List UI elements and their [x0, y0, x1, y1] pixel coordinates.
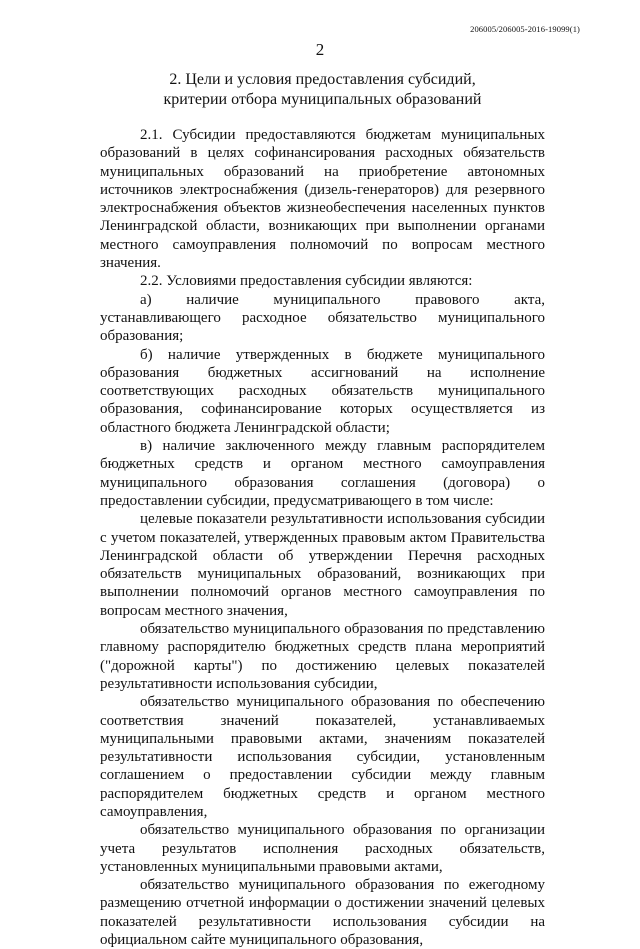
paragraph-obligation-reporting: обязательство муниципального образования по ежегодному размещению отчетной информации о достижении значений целевых показателей результативности использования субсидии на официальном сайте муниципального образования, [100, 877, 545, 949]
paragraph-obligation-roadmap: обязательство муниципального образования по представлению главному распорядителю бюджетных средств плана мероприятий ("дорожной карты") по достижению целевых показателей результативности использования субсидии, [100, 621, 545, 692]
section-title-line-1: 2. Цели и условия предоставления субсидий, [169, 71, 476, 88]
document-id: 206005/206005-2016-19099(1) [470, 24, 580, 34]
section-heading [100, 70, 545, 110]
paragraph-condition-b: б) наличие утвержденных в бюджете муниципального образования бюджетных ассигнований на исполнение соответствующих расходных обязательств муниципального образования, софинансирование которых осуществляется из областного бюджета Ленинградской области; [100, 346, 545, 436]
document-body [100, 126, 545, 949]
paragraph-2-2: 2.2. Условиями предоставления субсидии являются: [140, 273, 473, 290]
section-title-line-2: критерии отбора муниципальных образований [163, 91, 482, 108]
paragraph-2-1: 2.1. Субсидии предоставляются бюджетам муниципальных образований в целях софинансирования расходных обязательств муниципальных образований на приобретение автономных источников электроснабжения (дизель-генераторов) для резервного электроснабжения объектов жизнеобеспечения населенных пунктов Ленинградской области, возникающих при выполнении органами местного самоуправления полномочий по вопросам местного значения. [100, 127, 545, 272]
page-number: 2 [315, 40, 325, 59]
paragraph-condition-a: а) наличие муниципального правового акта, устанавливающего расходное обязательство муниципального образования; [100, 291, 545, 345]
paragraph-obligation-compliance: обязательство муниципального образования по обеспечению соответствия значений показателей, устанавливаемых муниципальными правовыми актами, значениям показателей результативности использования субсидии, установленным соглашением о предоставлении субсидии между главным распорядителем бюджетных средств и органом местного самоуправления, [100, 694, 545, 820]
paragraph-obligation-accounting: обязательство муниципального образования по организации учета результатов исполнения расходных обязательств, установленных муниципальными правовыми актами, [100, 822, 545, 875]
paragraph-condition-c: в) наличие заключенного между главным распорядителем бюджетных средств и органом местного самоуправления муниципального образования соглашения (договора) о предоставлении субсидии, предусматривающего в том числе: [100, 438, 545, 509]
paragraph-target-indicators: целевые показатели результативности использования субсидии с учетом показателей, утвержденных правовым актом Правительства Ленинградской области об утверждении Перечня расходных обязательств муниципальных образований, возникающих при выполнении полномочий органов местного самоуправления по вопросам местного значения, [100, 511, 545, 619]
